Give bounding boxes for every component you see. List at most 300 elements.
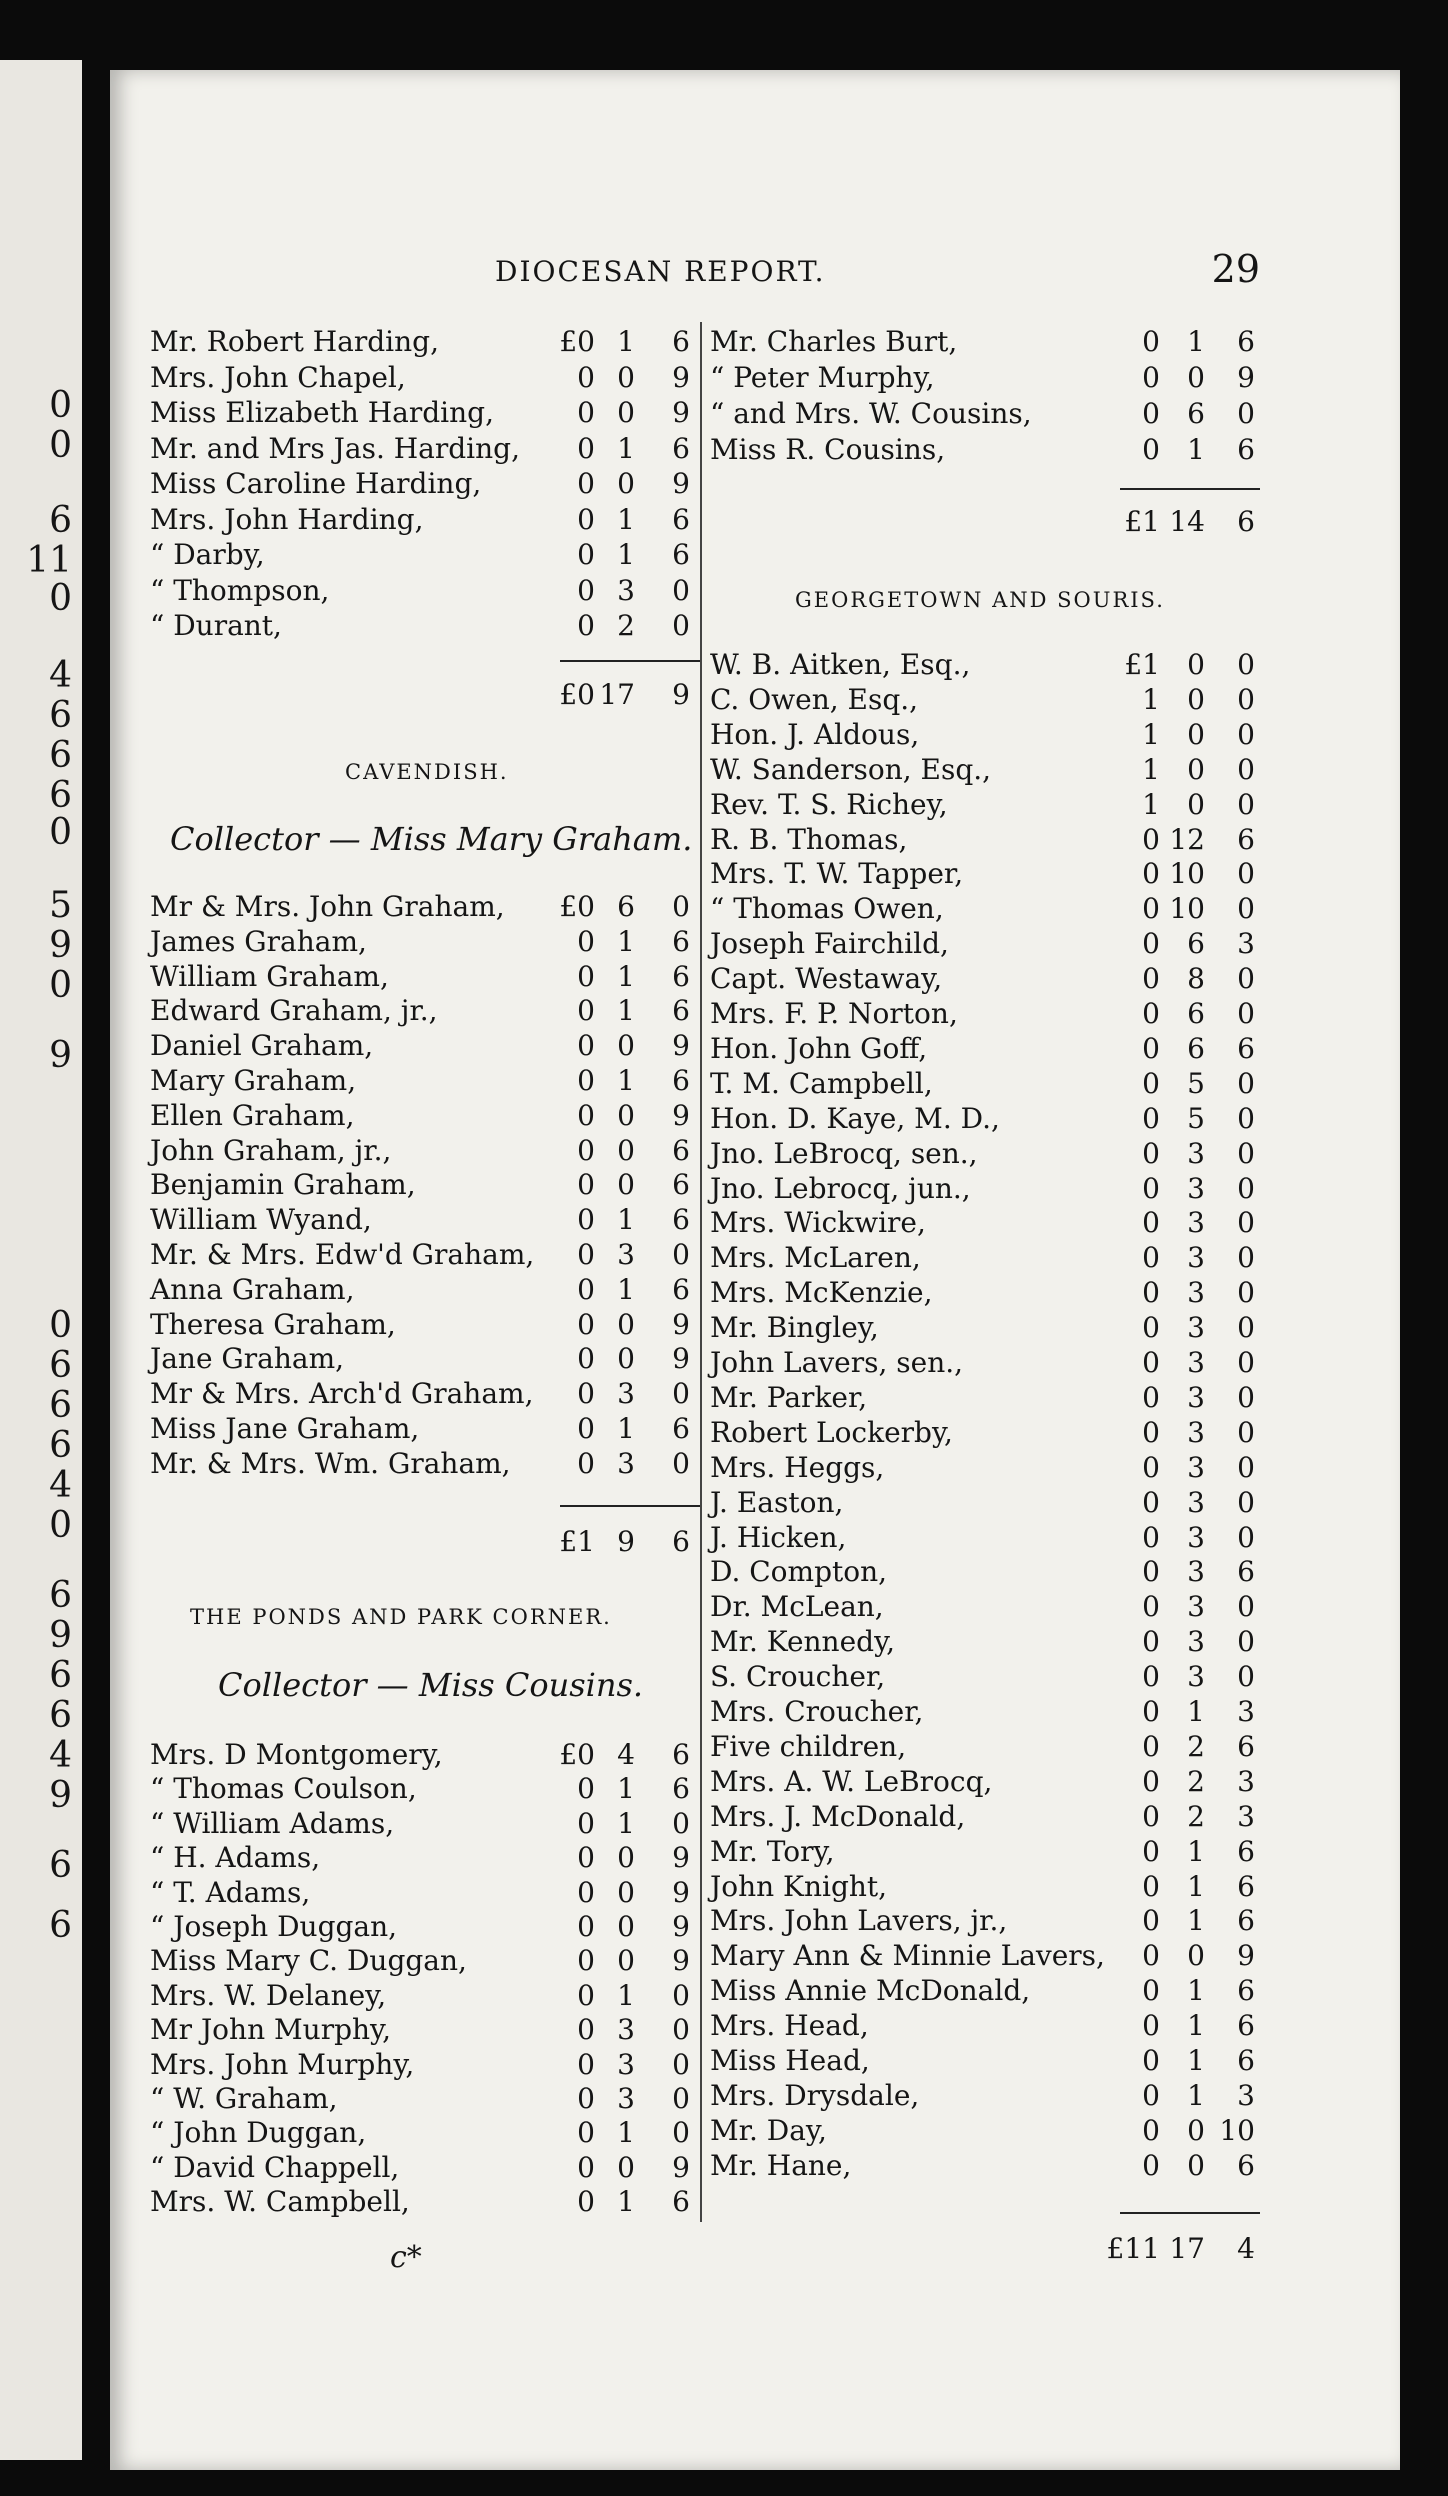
entry-name: “ W. Graham, xyxy=(150,2082,338,2115)
pounds-value: 0 xyxy=(1142,1241,1160,1275)
prev-page-fragment: 6 xyxy=(49,1905,72,1946)
pence-value: 6 xyxy=(1237,433,1255,466)
pence-value: 0 xyxy=(1237,1101,1255,1135)
pence-value: 6 xyxy=(672,1272,690,1306)
contribution-row xyxy=(710,1451,1265,1487)
shillings-value: 1 xyxy=(1187,2009,1205,2043)
pence-value: 0 xyxy=(672,890,690,923)
pence-value: 0 xyxy=(1237,892,1255,926)
entry-name: John Lavers, sen., xyxy=(710,1346,964,1379)
entry-name: Mrs. J. McDonald, xyxy=(710,1799,966,1833)
pounds-value: £0 xyxy=(559,1738,595,1771)
prev-page-fragment: 9 xyxy=(49,925,72,966)
pounds-value: 0 xyxy=(1142,1625,1160,1659)
pounds-value: 0 xyxy=(1142,1136,1160,1170)
pence-value: 0 xyxy=(1237,1311,1255,1345)
entry-name: John Knight, xyxy=(710,1869,888,1903)
pence-value: 9 xyxy=(672,1944,690,1978)
pounds-value: 0 xyxy=(577,1841,595,1875)
contribution-row xyxy=(710,648,1265,684)
shillings-value: 1 xyxy=(1187,1974,1205,2008)
entry-name: Miss Elizabeth Harding, xyxy=(150,396,494,429)
pence-value: 6 xyxy=(1237,505,1255,538)
pounds-value: 0 xyxy=(1142,857,1160,891)
entry-name: Hon. J. Aldous, xyxy=(710,717,920,751)
contribution-row xyxy=(710,1835,1265,1871)
contribution-row xyxy=(710,397,1265,433)
contribution-row xyxy=(150,1412,700,1448)
pence-value: 6 xyxy=(1237,1869,1255,1903)
entry-name: Mr. and Mrs Jas. Harding, xyxy=(150,431,520,465)
contribution-row xyxy=(710,1346,1265,1382)
pounds-value: 0 xyxy=(577,1875,595,1909)
shillings-value: 2 xyxy=(1187,1729,1205,1763)
pence-value: 0 xyxy=(1237,962,1255,996)
pence-value: 9 xyxy=(1237,361,1255,394)
entry-name: James Graham, xyxy=(150,924,367,958)
prev-page-fragment: 0 xyxy=(49,812,72,853)
pence-value: 0 xyxy=(672,2082,690,2115)
entry-name: Miss Caroline Harding, xyxy=(150,467,482,500)
pounds-value: 0 xyxy=(577,1272,595,1306)
pounds-value: 0 xyxy=(577,609,595,642)
shillings-value: 0 xyxy=(617,1098,635,1132)
pounds-value: 0 xyxy=(577,2116,595,2150)
pence-value: 6 xyxy=(1237,2009,1255,2043)
entry-name: Mr. Tory, xyxy=(710,1834,835,1868)
contribution-row xyxy=(710,683,1265,719)
shillings-value: 1 xyxy=(617,994,635,1028)
pence-value: 0 xyxy=(1237,1450,1255,1484)
contribution-row xyxy=(150,1168,700,1204)
pence-value: 9 xyxy=(672,1841,690,1875)
pounds-value: 0 xyxy=(577,360,595,394)
shillings-value: 1 xyxy=(617,431,635,465)
pence-value: 3 xyxy=(1237,1695,1255,1728)
shillings-value: 0 xyxy=(617,2150,635,2184)
entry-name: “ Durant, xyxy=(150,609,282,642)
entry-name: Mrs. W. Campbell, xyxy=(150,2185,410,2219)
prev-page-fragment: 9 xyxy=(49,1775,72,1816)
contribution-row xyxy=(150,1772,700,1808)
entry-name: Jane Graham, xyxy=(150,1342,345,1376)
shillings-value: 0 xyxy=(1187,682,1205,716)
pounds-value: 0 xyxy=(1142,997,1160,1030)
pounds-value: 0 xyxy=(577,1772,595,1806)
contribution-row xyxy=(150,2116,700,2152)
ponds-collector: Collector — Miss Cousins. xyxy=(218,1666,644,1704)
contribution-row xyxy=(150,1308,700,1344)
entry-name: Mrs. F. P. Norton, xyxy=(710,997,958,1030)
shillings-value: 1 xyxy=(617,2185,635,2219)
shillings-value: 3 xyxy=(1187,1520,1205,1554)
entry-name: William Graham, xyxy=(150,959,389,993)
shillings-value: 0 xyxy=(1187,717,1205,751)
pounds-value: 0 xyxy=(1142,1904,1160,1938)
entry-name: “ William Adams, xyxy=(150,1806,395,1840)
pence-value: 0 xyxy=(672,1446,690,1480)
pounds-value: 0 xyxy=(1142,433,1160,466)
entry-name: J. Easton, xyxy=(710,1485,844,1519)
shillings-value: 3 xyxy=(1187,1660,1205,1694)
entry-name: Mrs. T. W. Tapper, xyxy=(710,857,964,891)
pounds-value: 0 xyxy=(577,2013,595,2047)
contribution-row xyxy=(710,1067,1265,1103)
shillings-value: 0 xyxy=(617,1342,635,1376)
contribution-row xyxy=(710,1521,1265,1557)
pence-value: 0 xyxy=(672,1806,690,1840)
contribution-row xyxy=(150,1134,700,1170)
shillings-value: 5 xyxy=(1187,1066,1205,1100)
entry-name: Mr. Parker, xyxy=(710,1380,868,1414)
pence-value: 0 xyxy=(1237,1136,1255,1170)
contribution-row xyxy=(150,503,700,539)
entry-name: Mr & Mrs. John Graham, xyxy=(150,890,505,923)
entry-name: Mary Graham, xyxy=(150,1064,357,1097)
shillings-value: 9 xyxy=(617,1525,635,1558)
contribution-row xyxy=(150,960,700,996)
shillings-value: 1 xyxy=(1187,433,1205,466)
pounds-value: 0 xyxy=(1142,1729,1160,1763)
pence-value: 0 xyxy=(1237,1590,1255,1624)
pounds-value: 0 xyxy=(1142,397,1160,430)
contribution-row xyxy=(710,1032,1265,1068)
pence-value: 6 xyxy=(672,431,690,465)
previous-page-edge xyxy=(0,60,82,2460)
pence-value: 9 xyxy=(672,678,690,711)
entry-name: Capt. Westaway, xyxy=(710,962,943,996)
entry-name: Mr. Hane, xyxy=(710,2148,852,2182)
pounds-value: £1 xyxy=(1124,505,1160,538)
contribution-row xyxy=(150,1342,700,1378)
shillings-value: 0 xyxy=(617,1875,635,1909)
contribution-row xyxy=(150,467,700,503)
pounds-value: £0 xyxy=(559,325,595,358)
pence-value: 0 xyxy=(1237,1066,1255,1100)
contribution-row xyxy=(710,1870,1265,1906)
pounds-value: 0 xyxy=(577,1168,595,1202)
contribution-row xyxy=(150,1377,700,1413)
shillings-value: 1 xyxy=(617,325,635,358)
pence-value: 9 xyxy=(672,396,690,429)
pounds-value: 0 xyxy=(1142,2078,1160,2112)
entry-name: Mrs. Head, xyxy=(710,2009,869,2043)
pence-value: 0 xyxy=(672,609,690,642)
georgetown-heading: GEORGETOWN AND SOURIS. xyxy=(795,588,1165,612)
entry-name: “ Thompson, xyxy=(150,573,330,607)
pence-value: 0 xyxy=(1237,1520,1255,1554)
pence-value: 3 xyxy=(1237,1764,1255,1798)
shillings-value: 0 xyxy=(617,1133,635,1167)
pounds-value: 0 xyxy=(1142,892,1160,926)
shillings-value: 0 xyxy=(1187,2113,1205,2147)
signature-mark: c* xyxy=(390,2240,422,2275)
entry-name: Mr. & Mrs. Wm. Graham, xyxy=(150,1446,511,1480)
entry-name: S. Croucher, xyxy=(710,1660,886,1694)
pounds-value: 0 xyxy=(1142,1834,1160,1868)
pence-value: 0 xyxy=(1237,1346,1255,1379)
pence-value: 3 xyxy=(1237,927,1255,961)
entry-name: Mr. Kennedy, xyxy=(710,1625,896,1659)
pounds-value: 0 xyxy=(1142,1450,1160,1484)
contribution-row xyxy=(710,1939,1265,1975)
shillings-value: 0 xyxy=(1187,1939,1205,1973)
pounds-value: 0 xyxy=(577,959,595,993)
pounds-value: 0 xyxy=(577,1412,595,1445)
contribution-row xyxy=(710,1311,1265,1347)
pounds-value: 0 xyxy=(1142,1695,1160,1728)
pounds-value: 0 xyxy=(1142,1066,1160,1100)
pence-value: 3 xyxy=(1237,2078,1255,2112)
shillings-value: 1 xyxy=(1187,325,1205,358)
pence-value: 6 xyxy=(1237,822,1255,856)
shillings-value: 3 xyxy=(1187,1311,1205,1345)
entry-name: Jno. LeBrocq, sen., xyxy=(710,1136,978,1170)
entry-name: Mrs. John Harding, xyxy=(150,502,424,536)
shillings-value: 14 xyxy=(1169,505,1205,538)
entry-name: “ and Mrs. W. Cousins, xyxy=(710,397,1032,430)
contribution-row xyxy=(150,925,700,961)
contribution-row xyxy=(710,1206,1265,1242)
pence-value: 9 xyxy=(672,360,690,394)
entry-name: Hon. John Goff, xyxy=(710,1031,928,1065)
pence-value: 6 xyxy=(672,959,690,993)
pence-value: 6 xyxy=(1237,1834,1255,1868)
shillings-value: 3 xyxy=(617,2082,635,2115)
pounds-value: 0 xyxy=(1142,1869,1160,1903)
prev-page-fragment: 0 xyxy=(49,578,72,619)
pence-value: 0 xyxy=(1237,1485,1255,1519)
shillings-value: 3 xyxy=(1187,1136,1205,1170)
ponds-heading: THE PONDS AND PARK CORNER. xyxy=(190,1605,612,1629)
pounds-value: 0 xyxy=(1142,1101,1160,1135)
contribution-row xyxy=(710,1555,1265,1591)
pounds-value: 0 xyxy=(1142,2009,1160,2043)
entry-name: “ Thomas Owen, xyxy=(710,892,944,926)
contribution-row xyxy=(710,823,1265,859)
contribution-row xyxy=(710,753,1265,789)
shillings-value: 2 xyxy=(1187,1764,1205,1798)
entry-name: Mrs. Heggs, xyxy=(710,1450,885,1484)
contribution-row xyxy=(710,1241,1265,1277)
pence-value: 0 xyxy=(1237,1415,1255,1449)
pence-value: 9 xyxy=(672,1342,690,1376)
entry-name: Benjamin Graham, xyxy=(150,1168,416,1202)
shillings-value: 0 xyxy=(617,396,635,429)
pounds-value: 0 xyxy=(1142,2113,1160,2147)
entry-name: Joseph Fairchild, xyxy=(710,927,949,961)
shillings-value: 1 xyxy=(1187,1869,1205,1903)
pounds-value: 0 xyxy=(577,1342,595,1376)
contribution-row xyxy=(150,1979,700,2015)
contribution-row xyxy=(710,1102,1265,1138)
contribution-row xyxy=(710,1590,1265,1626)
pounds-value: 0 xyxy=(577,2150,595,2184)
pence-value: 6 xyxy=(1237,2044,1255,2077)
shillings-value: 17 xyxy=(1169,2232,1205,2265)
pounds-value: 0 xyxy=(577,467,595,500)
pounds-value: 0 xyxy=(1142,1520,1160,1554)
shillings-value: 6 xyxy=(1187,1031,1205,1065)
pounds-value: 0 xyxy=(577,1910,595,1943)
entry-name: William Wyand, xyxy=(150,1203,372,1237)
pence-value: 0 xyxy=(672,1238,690,1271)
pounds-value: 0 xyxy=(577,573,595,607)
shillings-value: 5 xyxy=(1187,1101,1205,1135)
shillings-value: 0 xyxy=(1187,752,1205,786)
shillings-value: 1 xyxy=(1187,2078,1205,2112)
pence-value: 9 xyxy=(672,2150,690,2184)
entry-name: John Graham, jr., xyxy=(150,1133,392,1167)
shillings-value: 0 xyxy=(617,1841,635,1875)
shillings-value: 10 xyxy=(1169,857,1205,891)
entry-name: “ Joseph Duggan, xyxy=(150,1910,398,1943)
shillings-value: 1 xyxy=(1187,1904,1205,1938)
entry-name: Miss R. Cousins, xyxy=(710,433,946,466)
contribution-row xyxy=(150,994,700,1030)
pounds-value: 0 xyxy=(1142,1590,1160,1624)
contribution-row xyxy=(710,1765,1265,1801)
pounds-value: 0 xyxy=(1142,1939,1160,1973)
prev-page-fragment: 6 xyxy=(49,1575,72,1616)
pounds-value: 0 xyxy=(577,1446,595,1480)
shillings-value: 1 xyxy=(1187,1834,1205,1868)
prev-page-fragment: 0 xyxy=(49,1505,72,1546)
pounds-value: 0 xyxy=(1142,2044,1160,2077)
prev-page-fragment: 0 xyxy=(49,385,72,426)
prev-page-fragment: 6 xyxy=(49,1345,72,1386)
entry-name: J. Hicken, xyxy=(710,1520,847,1554)
pounds-value: £1 xyxy=(1124,648,1160,681)
pounds-value: 1 xyxy=(1142,717,1160,751)
pence-value: 0 xyxy=(1237,1241,1255,1275)
prev-page-fragment: 6 xyxy=(49,735,72,776)
contribution-row xyxy=(150,1273,700,1309)
contribution-row xyxy=(150,325,700,361)
shillings-value: 17 xyxy=(599,678,635,711)
pounds-value: 0 xyxy=(577,2047,595,2081)
shillings-value: 0 xyxy=(617,1029,635,1063)
entry-name: Miss Annie McDonald, xyxy=(710,1974,1031,2008)
prev-page-fragment: 4 xyxy=(49,655,72,696)
shillings-value: 1 xyxy=(617,1064,635,1097)
contribution-row xyxy=(710,788,1265,824)
pence-value: 6 xyxy=(1237,2148,1255,2182)
shillings-value: 3 xyxy=(1187,1206,1205,1240)
shillings-value: 3 xyxy=(1187,1276,1205,1310)
pounds-value: 0 xyxy=(1142,325,1160,358)
entry-name: Edward Graham, jr., xyxy=(150,994,438,1028)
shillings-value: 2 xyxy=(617,609,635,642)
contribution-row xyxy=(150,2048,700,2084)
contribution-row xyxy=(710,2009,1265,2045)
pence-value: 6 xyxy=(672,1168,690,1202)
entry-name: Ellen Graham, xyxy=(150,1098,355,1132)
pence-value: 0 xyxy=(672,1377,690,1411)
pence-value: 6 xyxy=(672,1525,690,1558)
entry-name: Mrs. W. Delaney, xyxy=(150,1978,387,2012)
prev-page-fragment: 9 xyxy=(49,1035,72,1076)
entry-name: Mrs. Croucher, xyxy=(710,1695,924,1728)
pence-value: 0 xyxy=(1237,1206,1255,1240)
contribution-row xyxy=(710,2149,1265,2185)
entry-name: “ John Duggan, xyxy=(150,2116,367,2150)
pence-value: 6 xyxy=(672,1738,690,1771)
shillings-value: 3 xyxy=(1187,1171,1205,1205)
shillings-value: 0 xyxy=(1187,2148,1205,2182)
contribution-row xyxy=(150,2082,700,2118)
pence-value: 4 xyxy=(1237,2232,1255,2265)
entry-name: Mr & Mrs. Arch'd Graham, xyxy=(150,1377,534,1411)
shillings-value: 8 xyxy=(1187,962,1205,996)
shillings-value: 3 xyxy=(1187,1590,1205,1624)
pounds-value: 0 xyxy=(1142,1555,1160,1589)
pence-value: 0 xyxy=(1237,397,1255,430)
shillings-value: 3 xyxy=(1187,1380,1205,1414)
shillings-value: 3 xyxy=(1187,1485,1205,1519)
contribution-row xyxy=(710,2044,1265,2080)
contribution-row xyxy=(710,1381,1265,1417)
pounds-value: 0 xyxy=(1142,1346,1160,1379)
entry-name: R. B. Thomas, xyxy=(710,822,908,856)
shillings-value: 0 xyxy=(1187,787,1205,821)
shillings-value: 4 xyxy=(617,1738,635,1771)
prev-page-fragment: 6 xyxy=(49,1425,72,1466)
pounds-value: £1 xyxy=(559,1525,595,1558)
shillings-value: 3 xyxy=(617,1377,635,1411)
pounds-value: 0 xyxy=(577,924,595,958)
pounds-value: 0 xyxy=(577,1978,595,2012)
entry-name: Rev. T. S. Richey, xyxy=(710,787,948,821)
pounds-value: 0 xyxy=(577,1064,595,1097)
pounds-value: 0 xyxy=(577,1377,595,1411)
pounds-value: 1 xyxy=(1142,682,1160,716)
contribution-row xyxy=(150,574,700,610)
shillings-value: 0 xyxy=(617,1910,635,1943)
pounds-value: 0 xyxy=(1142,962,1160,996)
contribution-row xyxy=(150,1944,700,1980)
contribution-row xyxy=(150,1876,700,1912)
entry-name: T. M. Campbell, xyxy=(710,1066,933,1100)
pounds-value: 0 xyxy=(1142,1974,1160,2008)
shillings-value: 6 xyxy=(617,890,635,923)
shillings-value: 3 xyxy=(617,2013,635,2047)
section-total xyxy=(710,2232,1265,2268)
column-divider xyxy=(700,322,702,2222)
prev-page-fragment: 6 xyxy=(49,1695,72,1736)
pounds-value: 0 xyxy=(1142,1799,1160,1833)
entry-name: Mrs. McKenzie, xyxy=(710,1276,933,1310)
prev-page-fragment: 6 xyxy=(49,1845,72,1886)
entry-name: Mr. Charles Burt, xyxy=(710,325,958,358)
entry-name: Mr. Robert Harding, xyxy=(150,325,439,358)
contribution-row xyxy=(710,927,1265,963)
shillings-value: 6 xyxy=(1187,997,1205,1030)
pence-value: 6 xyxy=(672,1133,690,1167)
shillings-value: 3 xyxy=(1187,1241,1205,1275)
contribution-row xyxy=(710,1974,1265,2010)
pence-value: 6 xyxy=(672,994,690,1028)
shillings-value: 1 xyxy=(617,1772,635,1806)
shillings-value: 6 xyxy=(1187,397,1205,430)
pence-value: 0 xyxy=(1237,1625,1255,1659)
running-title: DIOCESAN REPORT. xyxy=(495,255,826,288)
shillings-value: 1 xyxy=(617,502,635,536)
pence-value: 0 xyxy=(1237,787,1255,821)
entry-name: Mrs. John Chapel, xyxy=(150,360,406,394)
entry-name: Mr. Day, xyxy=(710,2113,827,2147)
pounds-value: 0 xyxy=(1142,1764,1160,1798)
